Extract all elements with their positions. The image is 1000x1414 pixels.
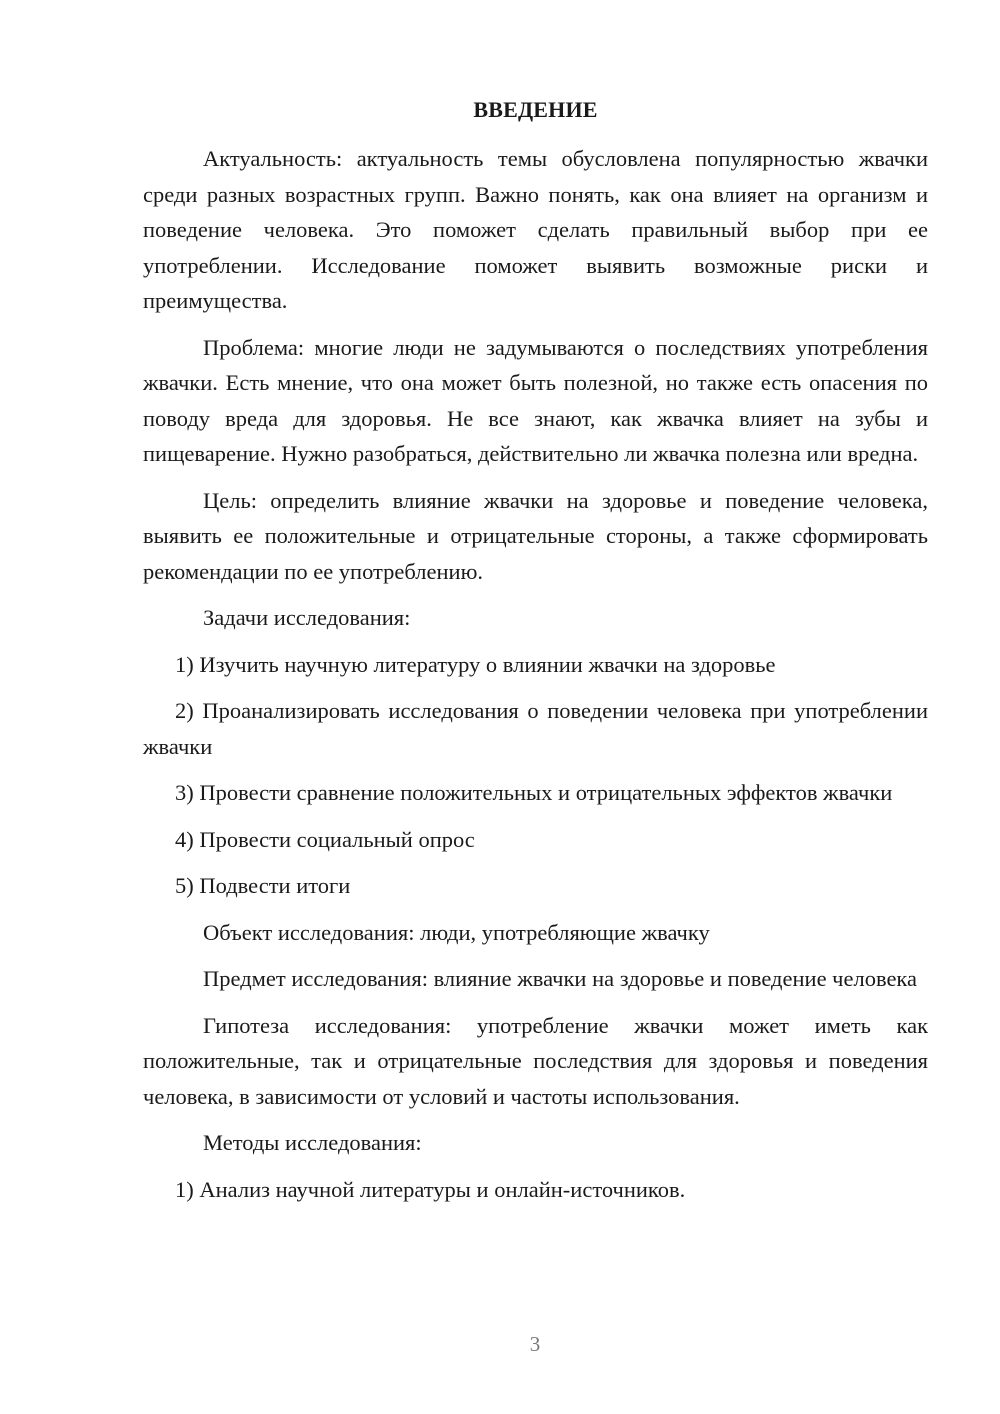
page-number: 3	[529, 1332, 541, 1356]
relevance-paragraph: Актуальность: актуальность темы обусловлена популярностью жвачки среди разных возрастных групп. Важно понять, как она влияет на организм и поведение человека. Это поможет сделать правильный выбор при ее употреблении. Исследование поможет выявить возможные риски и преимущества.	[143, 146, 928, 313]
task-item-4: 4) Провести социальный опрос	[175, 826, 475, 852]
page-title: ВВЕДЕНИЕ	[473, 97, 598, 122]
subject-paragraph: Предмет исследования: влияние жвачки на здоровье и поведение человека	[203, 966, 918, 991]
method-item-1: 1) Анализ научной литературы и онлайн-источников.	[175, 1176, 686, 1202]
task-item-1: 1) Изучить научную литературу о влиянии жвачки на здоровье	[175, 651, 776, 677]
goal-paragraph: Цель: определить влияние жвачки на здоровье и поведение человека, выявить ее положительные и отрицательные стороны, а также сформировать рекомендации по ее употреблению.	[143, 487, 928, 584]
document-page	[143, 92, 928, 1218]
problem-paragraph: Проблема: многие люди не задумываются о последствиях употребления жвачки. Есть мнение, что она может быть полезной, но также есть опасения по поводу вреда для здоровья. Не все знают, как жвачка влияет на зубы и пищеварение. Нужно разобраться, действительно ли жвачка полезна или вредна.	[143, 334, 928, 466]
methods-heading: Методы исследования:	[203, 1130, 422, 1155]
task-item-5: 5) Подвести итоги	[175, 873, 351, 898]
task-item-3: 3) Провести сравнение положительных и отрицательных эффектов жвачки	[175, 780, 893, 805]
tasks-heading: Задачи исследования:	[203, 605, 411, 630]
hypothesis-paragraph: Гипотеза исследования: употребление жвачки может иметь как положительные, так и отрицательные последствия для здоровья и поведения человека, в зависимости от условий и частоты использования.	[143, 1012, 928, 1109]
task-item-2: 2) Проанализировать исследования о поведении человека при употреблении жвачки	[143, 698, 928, 759]
object-paragraph: Объект исследования: люди, употребляющие жвачку	[203, 919, 710, 945]
